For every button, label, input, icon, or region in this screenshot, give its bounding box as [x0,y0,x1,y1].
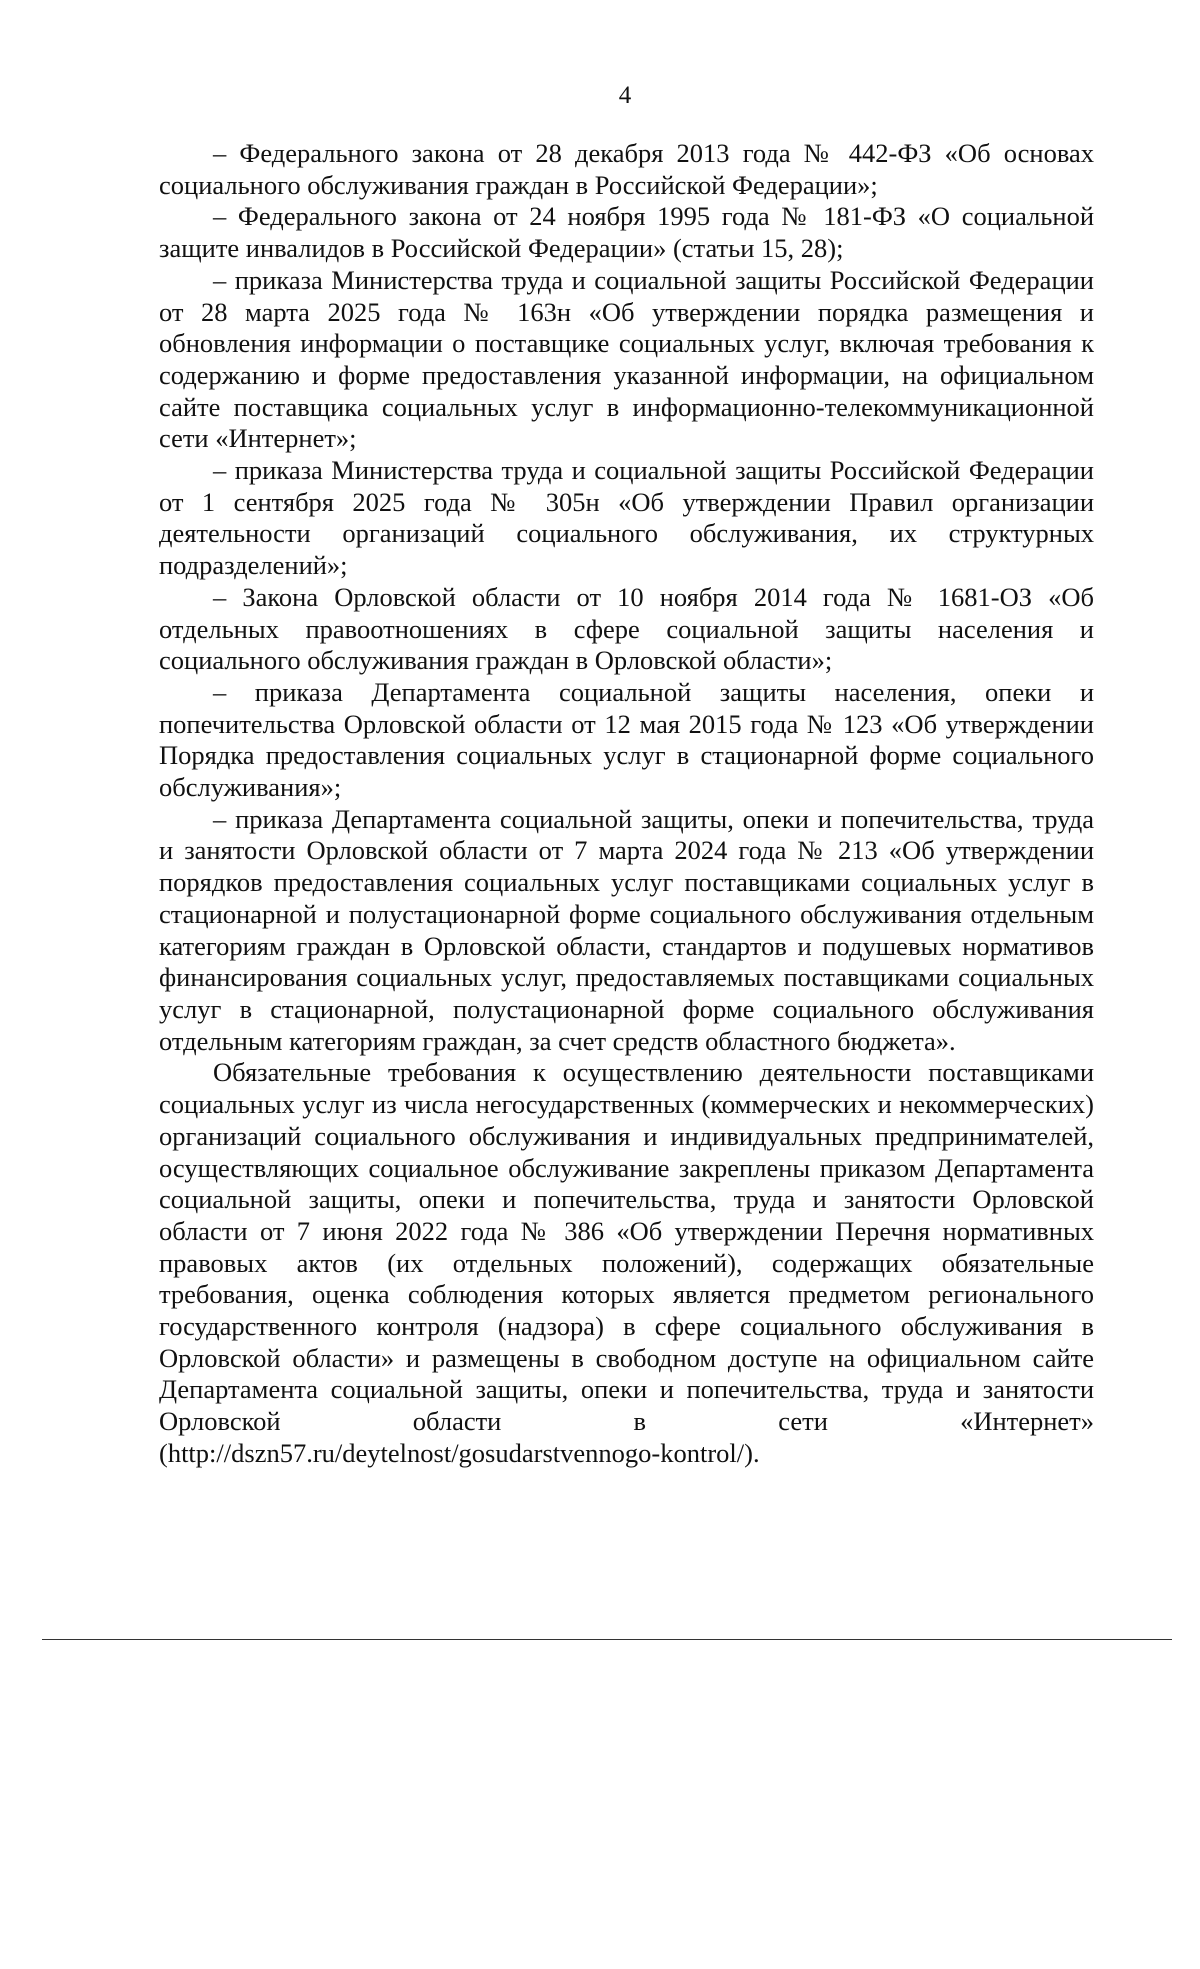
paragraph-mandatory-requirements: Обязательные требования к осуществлению деятельности поставщиками социальных услуг из числа негосударственных (коммерческих и некоммерческих) организаций социального обслуживания и индивидуальных предпринимателей, осуществляющих социальное обслуживание закреплены приказом Департамента социальной защиты, опеки и попечительства, труда и занятости Орловской области от 7 июня 2022 года № 386 «Об утверждении Перечня нормативных правовых актов (их отдельных положений), содержащих обязательные требования, оценка соблюдения которых является предметом регионального государственного контроля (надзора) в сфере социального обслуживания в Орловской области» и размещены в свободном доступе на официальном сайте Департамента социальной защиты, опеки и попечительства, труда и занятости Орловской области в сети «Интернет» (http://dszn57.ru/deytelnost/gosudarstvennogo-kontrol/). [159,1057,1094,1468]
list-item-order-123: – приказа Департамента социальной защиты населения, опеки и попечительства Орловской области от 12 мая 2015 года № 123 «Об утверждении Порядка предоставления социальных услуг в стационарной форме социального обслуживания»; [159,676,1094,803]
document-body [159,138,1094,1470]
list-item-order-305n: – приказа Министерства труда и социальной защиты Российской Федерации от 1 сентября 2025 года № 305н «Об утверждении Правил организации деятельности организаций социального обслуживания, их структурных подразделений»; [159,455,1094,581]
list-item-federal-law-442: – Федерального закона от 28 декабря 2013 года № 442-ФЗ «Об основах социального обслуживания граждан в Российской Федерации»; [159,138,1094,200]
page-number: 4 [618,82,632,109]
list-item-federal-law-181: – Федерального закона от 24 ноября 1995 года № 181-ФЗ «О социальной защите инвалидов в Российской Федерации» (статьи 15, 28); [159,201,1094,264]
list-item-oryol-law-1681: – Закона Орловской области от 10 ноября 2014 года № 1681-ОЗ «Об отдельных правоотношениях в сфере социальной защиты населения и социального обслуживания граждан в Орловской области»; [159,581,1094,676]
horizontal-divider [42,1639,1172,1640]
list-item-order-213: – приказа Департамента социальной защиты, опеки и попечительства, труда и занятости Орловской области от 7 марта 2024 года № 213 «Об утверждении порядков предоставления социальных услуг поставщиками социальных услуг в стационарной и полустационарной форме социального обслуживания отдельным категориям граждан в Орловской области, стандартов и подушевых нормативов финансирования социальных услуг, предоставляемых поставщиками социальных услуг в стационарной, полустационарной форме социального обслуживания отдельным категориям граждан, за счет средств областного бюджета». [159,803,1094,1056]
list-item-order-163n: – приказа Министерства труда и социальной защиты Российской Федерации от 28 марта 2025 года № 163н «Об утверждении порядка размещения и обновления информации о поставщике социальных услуг, включая требования к содержанию и форме предоставления указанной информации, на официальном сайте поставщика социальных услуг в информационно-телекоммуникационной сети «Интернет»; [159,264,1094,454]
